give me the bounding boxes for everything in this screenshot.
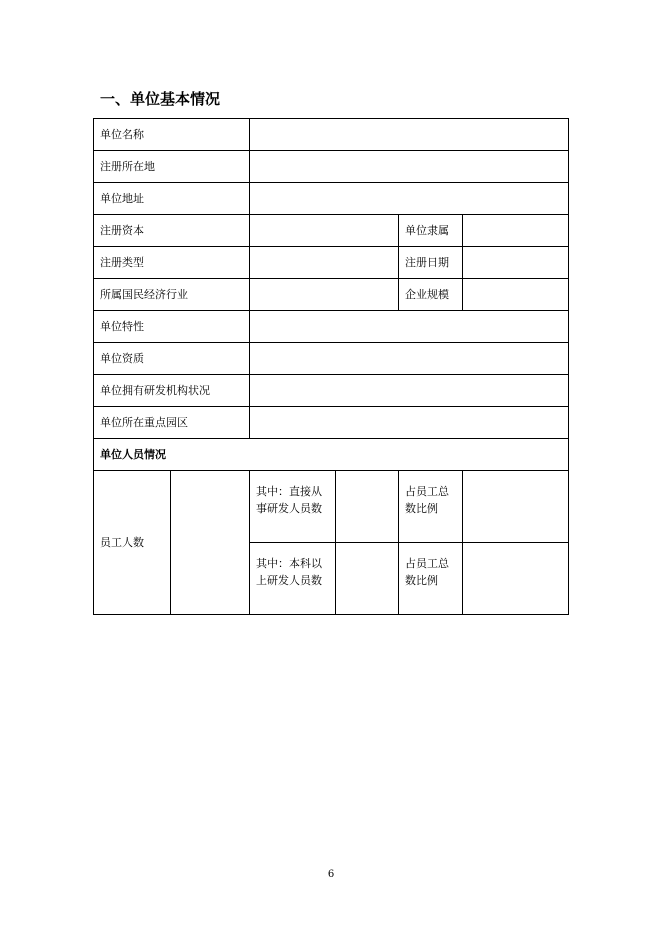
row-reg-capital — [94, 215, 569, 247]
reg-capital-label: 注册资本 — [94, 215, 250, 247]
reg-date-field[interactable] — [463, 247, 569, 279]
unit-name-label: 单位名称 — [94, 119, 250, 151]
industry-label: 所属国民经济行业 — [94, 279, 250, 311]
industry-field[interactable] — [250, 279, 399, 311]
personnel-section-label: 单位人员情况 — [94, 439, 569, 471]
qualification-label: 单位资质 — [94, 343, 250, 375]
row-unit-name — [94, 119, 569, 151]
qualification-field[interactable] — [250, 343, 569, 375]
reg-location-field[interactable] — [250, 151, 569, 183]
unit-basic-info-table — [93, 118, 569, 615]
section-title: 一、单位基本情况 — [100, 90, 221, 108]
unit-nature-label: 单位特性 — [94, 311, 250, 343]
direct-rd-field[interactable] — [336, 471, 399, 543]
rd-institution-label: 单位拥有研发机构状况 — [94, 375, 250, 407]
row-address — [94, 183, 569, 215]
row-park — [94, 407, 569, 439]
bachelor-rd-ratio-field[interactable] — [463, 543, 569, 615]
address-label: 单位地址 — [94, 183, 250, 215]
row-personnel-header — [94, 439, 569, 471]
direct-rd-ratio-label: 占员工总数比例 — [399, 471, 463, 543]
reg-type-field[interactable] — [250, 247, 399, 279]
bachelor-rd-ratio-label: 占员工总数比例 — [399, 543, 463, 615]
unit-nature-field[interactable] — [250, 311, 569, 343]
row-direct-rd — [94, 471, 569, 543]
rd-institution-field[interactable] — [250, 375, 569, 407]
affiliation-label: 单位隶属 — [399, 215, 463, 247]
row-reg-type — [94, 247, 569, 279]
enterprise-scale-field[interactable] — [463, 279, 569, 311]
row-qualification — [94, 343, 569, 375]
bachelor-rd-field[interactable] — [336, 543, 399, 615]
unit-name-field[interactable] — [250, 119, 569, 151]
row-reg-location — [94, 151, 569, 183]
reg-date-label: 注册日期 — [399, 247, 463, 279]
park-label: 单位所在重点园区 — [94, 407, 250, 439]
reg-type-label: 注册类型 — [94, 247, 250, 279]
reg-location-label: 注册所在地 — [94, 151, 250, 183]
row-unit-nature — [94, 311, 569, 343]
row-rd-institution — [94, 375, 569, 407]
address-field[interactable] — [250, 183, 569, 215]
page-number: 6 — [327, 869, 335, 880]
employee-count-field[interactable] — [171, 471, 250, 615]
direct-rd-label: 其中：直接从事研发人员数 — [250, 471, 336, 543]
enterprise-scale-label: 企业规模 — [399, 279, 463, 311]
park-field[interactable] — [250, 407, 569, 439]
affiliation-field[interactable] — [463, 215, 569, 247]
row-industry — [94, 279, 569, 311]
bachelor-rd-label: 其中：本科以上研发人员数 — [250, 543, 336, 615]
direct-rd-ratio-field[interactable] — [463, 471, 569, 543]
employee-count-label: 员工人数 — [94, 471, 171, 615]
reg-capital-field[interactable] — [250, 215, 399, 247]
